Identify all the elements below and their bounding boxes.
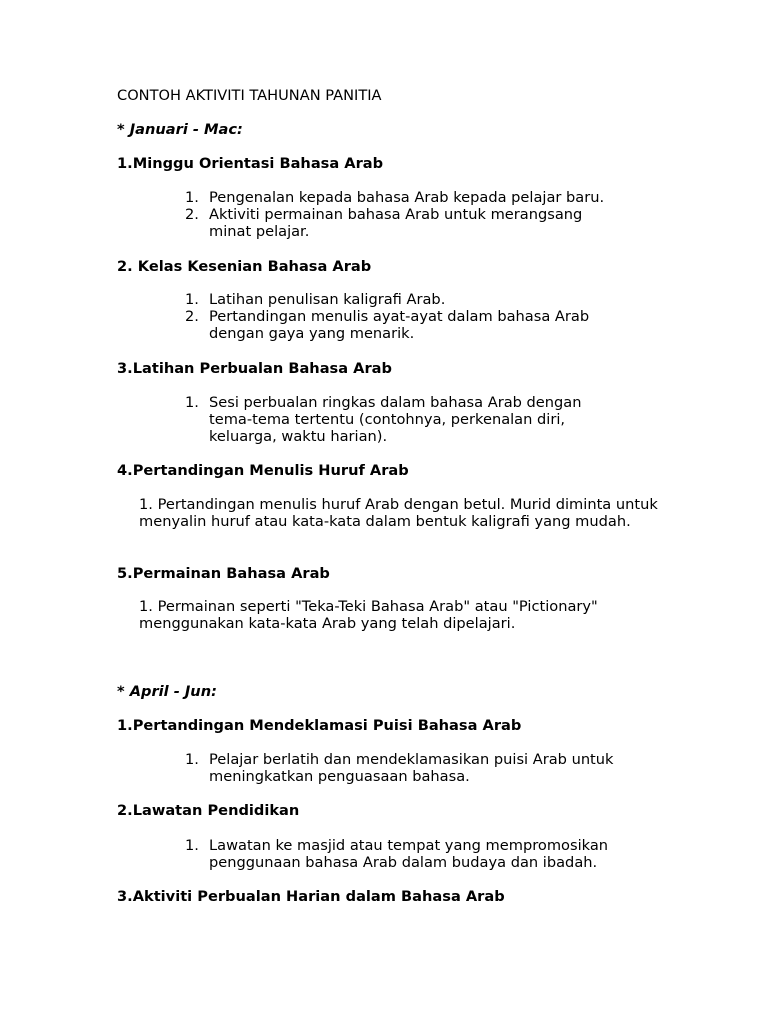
list-item [185, 837, 649, 871]
numbered-list [185, 189, 645, 240]
list-item-number: 2. [185, 206, 199, 223]
list-item-number: 1. [185, 394, 199, 411]
list-item-text: Lawatan ke masjid atau tempat yang mempromosikan penggunaan bahasa Arab dalam budaya dan ibadah. [209, 837, 609, 871]
list-item [185, 751, 649, 785]
list-item-number: 1. [185, 837, 199, 854]
list-item-number: 1. [185, 189, 199, 206]
numbered-list [185, 394, 645, 445]
list-item-text: Sesi perbualan ringkas dalam bahasa Arab dengan tema-tema tertentu (contohnya, perkenalan diri, keluarga, waktu harian). [209, 394, 582, 445]
section-heading-menulis-huruf: 4.Pertandingan Menulis Huruf Arab [117, 462, 409, 479]
period-heading-april-jun: * April - Jun: [117, 683, 217, 700]
section-heading-permainan: 5.Permainan Bahasa Arab [117, 565, 330, 582]
list-item [185, 394, 609, 445]
list-item-text: Pengenalan kepada bahasa Arab kepada pelajar baru. [209, 189, 605, 206]
section-heading-perbualan-harian: 3.Aktiviti Perbualan Harian dalam Bahasa Arab [117, 888, 505, 905]
list-item-number: 2. [185, 308, 199, 325]
paragraph-item: 1. Pertandingan menulis huruf Arab dengan betul. Murid diminta untuk menyalin huruf atau kata-kata dalam bentuk kaligrafi yang mudah. [139, 496, 658, 530]
list-item-text: Aktiviti permainan bahasa Arab untuk merangsang minat pelajar. [209, 206, 583, 240]
list-item-number: 1. [185, 751, 199, 768]
section-heading-latihan-perbualan: 3.Latihan Perbualan Bahasa Arab [117, 360, 392, 377]
list-item-text: Pelajar berlatih dan mendeklamasikan puisi Arab untuk meningkatkan penguasaan bahasa. [209, 751, 614, 785]
document-title: CONTOH AKTIVITI TAHUNAN PANITIA [117, 87, 382, 104]
section-heading-kelas-kesenian: 2. Kelas Kesenian Bahasa Arab [117, 258, 372, 275]
list-item [185, 206, 609, 240]
list-item [185, 291, 645, 308]
list-item [185, 308, 629, 342]
list-item-text: Latihan penulisan kaligrafi Arab. [209, 291, 446, 308]
numbered-list [185, 291, 645, 342]
section-heading-minggu-orientasi: 1.Minggu Orientasi Bahasa Arab [117, 155, 384, 172]
section-heading-deklamasi-puisi: 1.Pertandingan Mendeklamasi Puisi Bahasa Arab [117, 717, 522, 734]
numbered-list [185, 751, 645, 785]
paragraph-item: 1. Permainan seperti "Teka-Teki Bahasa Arab" atau "Pictionary" menggunakan kata-kata Arab yang telah dipelajari. [139, 598, 598, 632]
list-item-text: Pertandingan menulis ayat-ayat dalam bahasa Arab dengan gaya yang menarik. [209, 308, 590, 342]
section-heading-lawatan: 2.Lawatan Pendidikan [117, 802, 300, 819]
numbered-list [185, 837, 645, 871]
period-heading-jan-mac: * Januari - Mac: [117, 121, 243, 138]
list-item [185, 189, 645, 206]
list-item-number: 1. [185, 291, 199, 308]
